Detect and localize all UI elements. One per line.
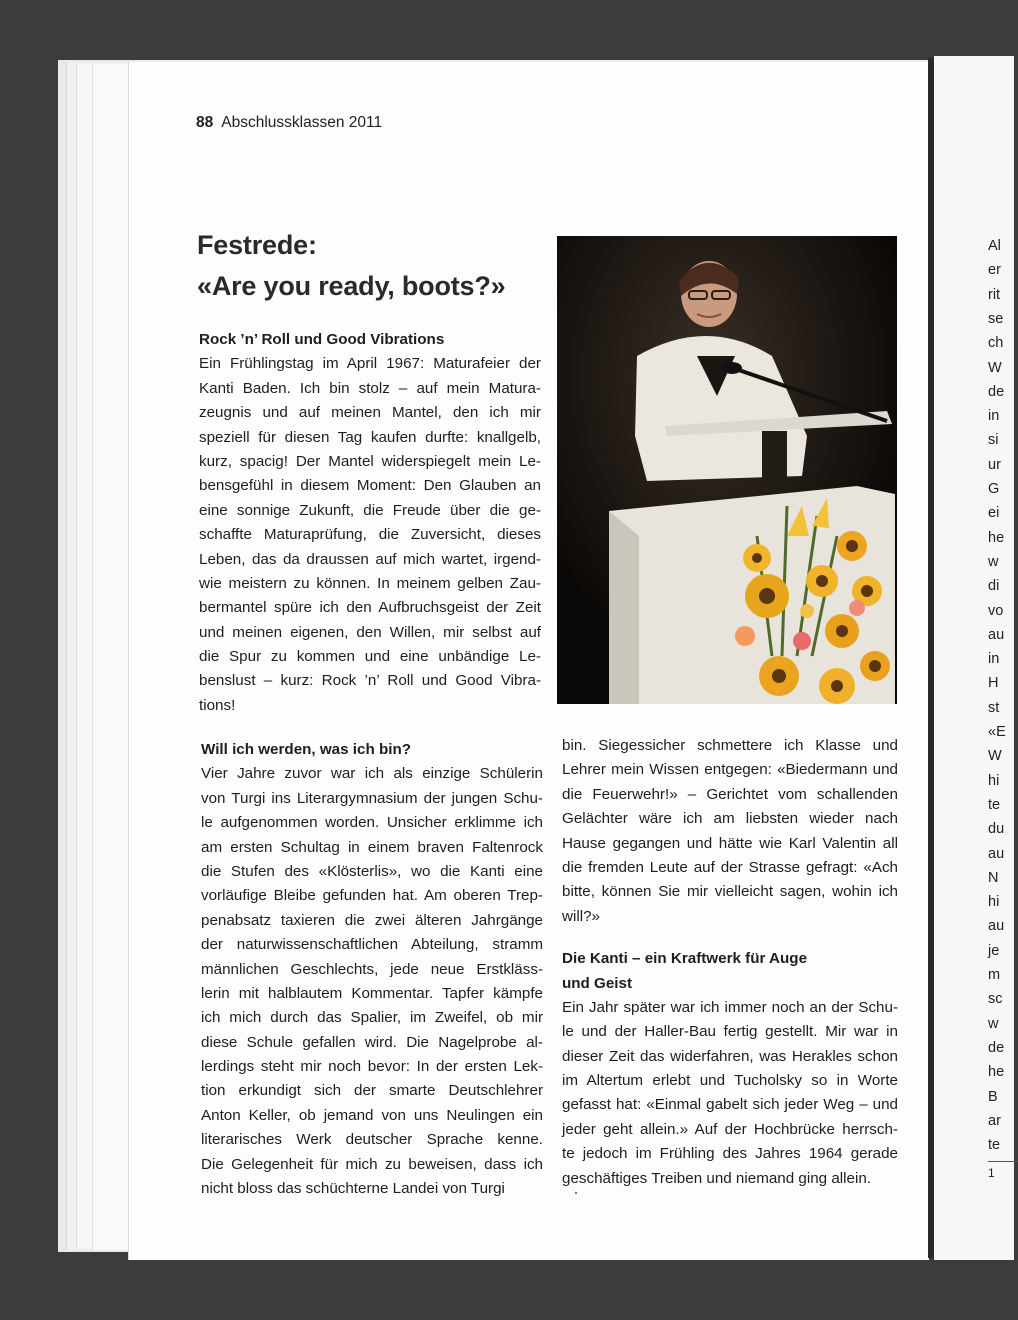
right-column: [562, 734, 898, 1191]
facing-text-fragment: er: [988, 262, 1001, 279]
facing-text-fragment: rit: [988, 286, 1001, 303]
section-heading-line2: und Geist: [562, 974, 633, 992]
text-line: von Turgi ins Literargymnasium der jungen Schu-: [201, 789, 543, 807]
text-line: Ein Frühlingstag im April 1967: Maturafeier der: [199, 355, 541, 373]
facing-text-fragment: au: [988, 626, 1005, 643]
article-title-line1: Festrede:: [197, 230, 317, 260]
facing-text-fragment: sc: [988, 991, 1003, 1008]
text-line: speziell für diesen Tag kaufen durfte: knallgelb,: [199, 428, 541, 446]
facing-text-fragment: W: [988, 748, 1002, 765]
facing-text-fragment: in: [988, 408, 1000, 425]
text-line: am ersten Schultag in einem braven Faltenrock: [201, 838, 543, 856]
facing-text-fragment: ei: [988, 505, 1000, 522]
text-line: die Feuerwehr!» – Gerichtet vom schallenden: [562, 785, 898, 803]
text-line: geschäftiges Treiben und niemand ging allein.: [562, 1169, 872, 1187]
page-number: 88: [196, 114, 214, 131]
text-line: bermantel spüre ich den Aufbruchsgeist der Zeit: [199, 599, 541, 617]
text-line: Hause gegangen und hätte wie Karl Valentin all: [562, 834, 898, 852]
facing-text-fragment: W: [988, 359, 1002, 376]
text-line: Ein Jahr später war ich immer noch an der Schu-: [562, 998, 898, 1016]
section-heading-line1: Die Kanti – ein Kraftwerk für Auge: [562, 950, 808, 968]
text-line: Anton Keller, ob jemand von uns Neulingen ein: [201, 1106, 543, 1124]
facing-text-fragment: N: [988, 869, 999, 886]
text-line: Kanti Baden. Ich bin stolz – auf mein Matura-: [199, 379, 541, 397]
text-line: im Altertum erlebt und Tucholsky so in Worte: [562, 1072, 898, 1090]
section-body: [201, 762, 543, 1201]
text-line: schaffte Maturaprüfung, die Zuversicht, dieses: [199, 526, 541, 544]
speaker-photo: [557, 236, 897, 704]
text-line: ich mich durch das Spalier, im Zweifel, ob mir: [201, 1009, 543, 1027]
facing-text-fragment: vo: [988, 602, 1004, 619]
text-line: männlichen Geschlechts, jede neue Erstkläss-: [201, 960, 543, 978]
text-line: Die Gelegenheit für mich zu beweisen, dass ich: [201, 1155, 543, 1173]
text-line: tions!: [199, 696, 236, 714]
facing-text-fragment: in: [988, 651, 1000, 668]
facing-text-fragment: je: [988, 942, 1000, 959]
text-line: bensgefühl in diesem Moment: Den Glauben an: [199, 477, 541, 495]
facing-text-fragment: au: [988, 918, 1005, 935]
text-line: Lehrer mein Wissen entgegen: «Biedermann und: [562, 761, 898, 779]
facing-text-fragment: hi: [988, 894, 1000, 911]
text-line: kurz, spacig! Der Mantel widerspiegelt mein Le-: [199, 452, 541, 470]
text-line: le aufgenommen worden. Unsicher erklimme ich: [201, 814, 543, 832]
facing-text-fragment: di: [988, 578, 1000, 595]
text-line: lerdings steht mir noch bevor: In der ersten Lek-: [201, 1058, 543, 1076]
text-line: nicht bloss das schüchterne Landei von Turgi: [201, 1180, 505, 1198]
text-line: benslust – kurz: Rock ’n’ Roll und Good Vibra-: [199, 672, 541, 690]
facing-text-fragment: ar: [988, 1112, 1001, 1129]
text-line: bitte, können Sie mir vielleicht sagen, wohin ich: [562, 883, 898, 901]
section-title: Abschlussklassen 2011: [221, 114, 383, 131]
facing-text-fragment: de: [988, 1039, 1005, 1056]
text-line: penabsatz taxieren die zwei älteren Jahrgänge: [201, 911, 543, 929]
section-heading: Will ich werden, was ich bin?: [201, 741, 411, 758]
facing-text-fragment: du: [988, 821, 1005, 838]
facing-text-fragment: se: [988, 310, 1004, 327]
text-line: eine sonnige Zukunft, die Freude über die ge-: [199, 501, 541, 519]
facing-text-fragment: «E: [988, 724, 1006, 740]
facing-text-fragment: w: [988, 553, 999, 570]
facing-text-fragment: si: [988, 432, 999, 449]
text-line: Gelächter wäre ich am liebsten wieder nach: [562, 810, 898, 828]
text-line: die Spur zu kommen und eine unbändige Le-: [199, 648, 541, 666]
text-line: will?»: [562, 907, 600, 925]
facing-text-fragment: de: [988, 383, 1005, 400]
text-line: bin. Siegessicher schmettere ich Klasse und: [562, 737, 898, 754]
facing-text-fragment: te: [988, 796, 1001, 813]
text-line: vorläufige Bleibe gefunden hat. Am oberen Trep-: [201, 887, 543, 905]
text-line: diese Schule gefallen wird. Die Nagelprobe al-: [201, 1033, 543, 1051]
facing-text-fragment: G: [988, 481, 1000, 497]
text-line: die Stufen des «Klösterlis», wo die Kanti eine: [201, 862, 543, 880]
text-line: der naturwissenschaftlichen Abteilung, stramm: [201, 936, 543, 954]
text-line: und meinen eigenen, den Willen, mir selbst auf: [199, 623, 541, 641]
text-line: jeder geht allein.» Auf der Hochbrücke herrsch-: [562, 1120, 898, 1138]
footnote-rule: [988, 1161, 1018, 1162]
running-header: [196, 114, 382, 132]
facing-text-fragment: ur: [988, 456, 1001, 473]
section-body: [199, 352, 541, 718]
section-body: [562, 996, 898, 1191]
text-line: literarisches Werk deutscher Sprache kenne.: [201, 1131, 543, 1149]
continuation-text: [562, 734, 898, 929]
facing-text-fragment: he: [988, 529, 1005, 546]
text-line: gefasst hat: «Einmal gabelt sich jeder Weg – und: [562, 1096, 898, 1114]
print-speck: [575, 1192, 577, 1194]
facing-text-fragment: w: [988, 1015, 999, 1032]
facing-text-fragment: te: [988, 1137, 1001, 1154]
left-column-section1: [199, 328, 541, 718]
text-line: le und der Haller-Bau fertig gestellt. Mir war in: [562, 1023, 898, 1041]
facing-text-fragment: ch: [988, 335, 1004, 352]
facing-text-fragment: au: [988, 845, 1005, 862]
facing-text-fragment: st: [988, 699, 1000, 716]
photo-illustration: [557, 236, 897, 704]
facing-text-fragment: m: [988, 967, 1001, 983]
facing-text-fragment: hi: [988, 772, 1000, 789]
footnote-marker: 1: [988, 1166, 995, 1180]
section-heading: Rock ’n’ Roll und Good Vibrations: [199, 331, 445, 348]
text-line: tion erkundigt sich der smarte Deutschlehrer: [201, 1082, 543, 1100]
left-column-section2: [201, 738, 543, 1201]
text-line: die fremden Leute auf der Strasse gefragt: «Ach: [562, 858, 898, 876]
article-title-line2: «Are you ready, boots?»: [197, 271, 506, 301]
text-line: dieser Zeit das widerfahren, was Herakles schon: [562, 1047, 898, 1065]
text-line: lerin mit halblautem Kommentar. Tapfer kämpfe: [201, 984, 543, 1002]
text-line: Vier Jahre zuvor war ich als einzige Schülerin: [201, 765, 543, 783]
text-line: wie meistern zu können. In meinem gelben Zau-: [199, 574, 541, 592]
text-line: te jedoch im Frühling des Jahres 1964 gerade: [562, 1145, 898, 1163]
text-line: Leben, das da draussen auf mich wartet, irgend-: [199, 550, 541, 568]
facing-text-fragment: B: [988, 1088, 998, 1105]
facing-text-fragment: he: [988, 1064, 1005, 1081]
text-line: zeugnis und auf meinen Mantel, den ich mir: [199, 404, 541, 422]
facing-text-fragment: Al: [988, 238, 1001, 254]
facing-text-fragment: H: [988, 675, 999, 692]
facing-page: [934, 56, 1014, 1260]
